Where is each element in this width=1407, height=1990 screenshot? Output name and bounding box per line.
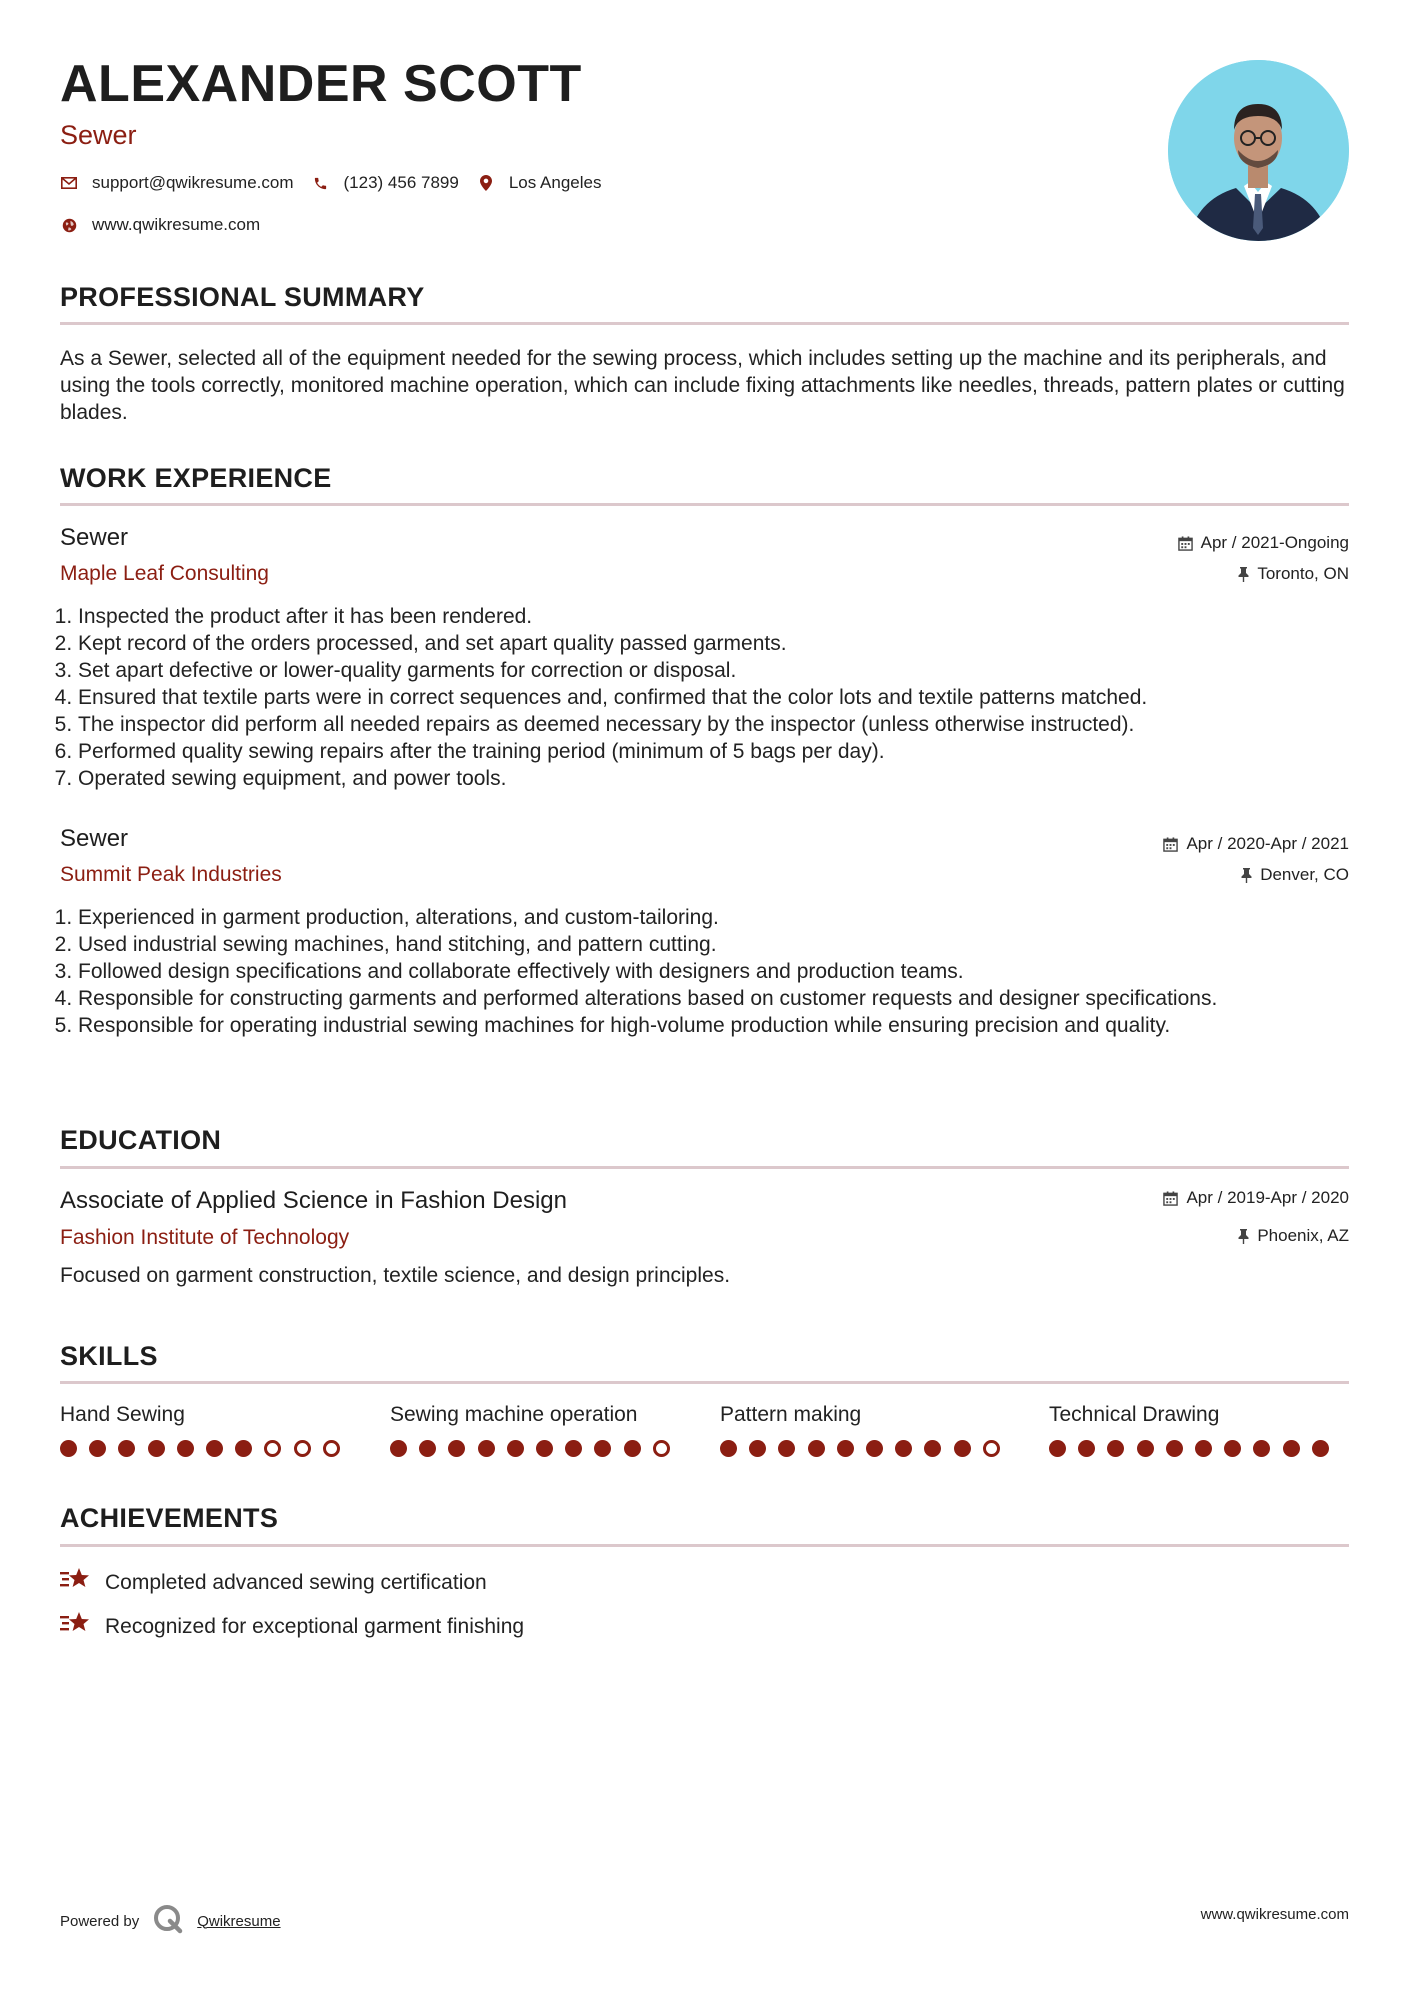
experience-divider [60,503,1349,506]
rating-dot-filled [206,1440,223,1457]
calendar-icon [1178,536,1193,551]
list-item: 5. The inspector did perform all needed repairs as deemed necessary by the inspector (unless otherwise instructed). [78,711,1368,738]
job-title: Sewer [60,825,129,852]
contact-row [60,173,601,193]
list-item: 7. Operated sewing equipment, and power tools. [78,765,1368,792]
skill-label: Pattern making [720,1403,862,1426]
pushpin-icon [1238,1229,1249,1244]
rating-dot-empty [264,1440,281,1457]
pushpin-icon [1241,868,1252,883]
rating-dot-filled [895,1440,912,1457]
phone-icon [312,174,330,192]
rating-dot-filled [1253,1440,1270,1457]
rating-dot-filled [507,1440,524,1457]
achievements-divider [60,1544,1349,1547]
skill-item [60,1403,340,1457]
rating-dot-filled [177,1440,194,1457]
globe-icon [60,216,78,234]
job-location [1241,865,1349,885]
rating-dot-filled [594,1440,611,1457]
rating-dot-filled [1107,1440,1124,1457]
brand-link[interactable]: Qwikresume [197,1912,281,1930]
rating-dot-empty [983,1440,1000,1457]
rating-dot-filled [837,1440,854,1457]
achievement-item [60,1610,524,1644]
footer-website[interactable]: www.qwikresume.com [1200,1906,1349,1923]
skill-item [1049,1403,1329,1457]
list-item: 2. Used industrial sewing machines, hand stitching, and pattern cutting. [78,931,1368,958]
list-item: 2. Kept record of the orders processed, and set apart quality passed garments. [78,630,1368,657]
rating-dot-filled [808,1440,825,1457]
skill-rating [60,1440,340,1457]
skill-label: Technical Drawing [1049,1403,1220,1426]
shooting-star-icon [60,1610,91,1644]
job-dates [1163,834,1349,854]
contact-email[interactable]: support@qwikresume.com [92,173,294,192]
skills-divider [60,1381,1349,1384]
job-dates [1178,533,1349,553]
envelope-icon [60,174,78,192]
shooting-star-icon [60,1566,91,1600]
rating-dot-empty [653,1440,670,1457]
achievement-item [60,1566,487,1600]
skill-rating [390,1440,670,1457]
achievement-text: Recognized for exceptional garment finishing [105,1615,525,1638]
rating-dot-filled [1312,1440,1329,1457]
calendar-icon [1163,837,1178,852]
rating-dot-filled [1078,1440,1095,1457]
rating-dot-filled [448,1440,465,1457]
skills-heading: SKILLS [60,1341,158,1371]
education-location [1238,1226,1349,1246]
skill-item [720,1403,1000,1457]
rating-dot-filled [235,1440,252,1457]
calendar-icon [1163,1191,1178,1206]
summary-heading: PROFESSIONAL SUMMARY [60,282,425,312]
rating-dot-filled [749,1440,766,1457]
degree-title: Associate of Applied Science in Fashion Design [60,1187,567,1214]
rating-dot-filled [1137,1440,1154,1457]
job-location-text: Denver, CO [1260,865,1349,884]
education-dates-text: Apr / 2019-Apr / 2020 [1186,1188,1349,1207]
rating-dot-filled [536,1440,553,1457]
list-item: 1. Inspected the product after it has been rendered. [78,603,1368,630]
rating-dot-filled [1166,1440,1183,1457]
rating-dot-empty [294,1440,311,1457]
education-divider [60,1166,1349,1169]
education-heading: EDUCATION [60,1125,222,1155]
profile-photo [1168,60,1349,241]
skill-rating [1049,1440,1329,1457]
rating-dot-filled [954,1440,971,1457]
job-location-text: Toronto, ON [1257,564,1349,583]
job-company: Maple Leaf Consulting [60,562,269,585]
rating-dot-filled [720,1440,737,1457]
rating-dot-filled [89,1440,106,1457]
job-dates-text: Apr / 2020-Apr / 2021 [1186,834,1349,853]
experience-heading: WORK EXPERIENCE [60,463,332,493]
list-item: 5. Responsible for operating industrial sewing machines for high-volume production while ensuring precision and quality. [78,1012,1368,1039]
candidate-name: ALEXANDER SCOTT [60,55,582,113]
qwikresume-logo-icon [153,1904,183,1938]
achievements-heading: ACHIEVEMENTS [60,1503,279,1533]
rating-dot-filled [148,1440,165,1457]
skill-rating [720,1440,1000,1457]
education-location-text: Phoenix, AZ [1257,1226,1349,1245]
rating-dot-filled [1049,1440,1066,1457]
rating-dot-filled [60,1440,77,1457]
list-item: 4. Responsible for constructing garments and performed alterations based on customer requests and designer specifications. [78,985,1368,1012]
job-bullets [55,904,1368,1039]
rating-dot-filled [1195,1440,1212,1457]
contact-phone[interactable]: (123) 456 7899 [343,173,459,192]
contact-location: Los Angeles [508,173,602,192]
rating-dot-filled [624,1440,641,1457]
education-dates [1163,1188,1349,1208]
map-pin-icon [477,174,495,192]
rating-dot-filled [778,1440,795,1457]
job-location [1238,564,1349,584]
rating-dot-filled [118,1440,135,1457]
contact-website[interactable]: www.qwikresume.com [92,215,261,234]
skill-item [390,1403,670,1457]
summary-text: As a Sewer, selected all of the equipment needed for the sewing process, which includes setting up the machine and its peripherals, and using the tools correctly, monitored machine operation, which can include fixing attachments like needles, threads, pattern plates or cutting blades. [60,347,1345,424]
achievement-text: Completed advanced sewing certification [105,1571,487,1594]
rating-dot-filled [1224,1440,1241,1457]
list-item: 3. Followed design specifications and collaborate effectively with designers and production teams. [78,958,1368,985]
summary-divider [60,322,1349,325]
footer-powered-by [60,1904,281,1938]
list-item: 3. Set apart defective or lower-quality garments for correction or disposal. [78,657,1368,684]
rating-dot-empty [323,1440,340,1457]
job-title: Sewer [60,524,129,551]
rating-dot-filled [924,1440,941,1457]
website-row [60,215,260,235]
list-item: 4. Ensured that textile parts were in correct sequences and, confirmed that the color lots and textile patterns matched. [78,684,1368,711]
candidate-role: Sewer [60,120,137,150]
rating-dot-filled [478,1440,495,1457]
powered-by-label: Powered by [60,1912,140,1930]
job-bullets [55,603,1368,792]
rating-dot-filled [565,1440,582,1457]
job-company: Summit Peak Industries [60,863,282,886]
rating-dot-filled [419,1440,436,1457]
rating-dot-filled [866,1440,883,1457]
job-dates-text: Apr / 2021-Ongoing [1200,533,1349,552]
list-item: 1. Experienced in garment production, alterations, and custom-tailoring. [78,904,1368,931]
rating-dot-filled [1283,1440,1300,1457]
education-description: Focused on garment construction, textile science, and design principles. [60,1264,731,1287]
school-name: Fashion Institute of Technology [60,1226,350,1249]
skill-label: Hand Sewing [60,1403,185,1426]
skill-label: Sewing machine operation [390,1403,638,1426]
pushpin-icon [1238,567,1249,582]
list-item: 6. Performed quality sewing repairs after the training period (minimum of 5 bags per day). [78,738,1368,765]
rating-dot-filled [390,1440,407,1457]
